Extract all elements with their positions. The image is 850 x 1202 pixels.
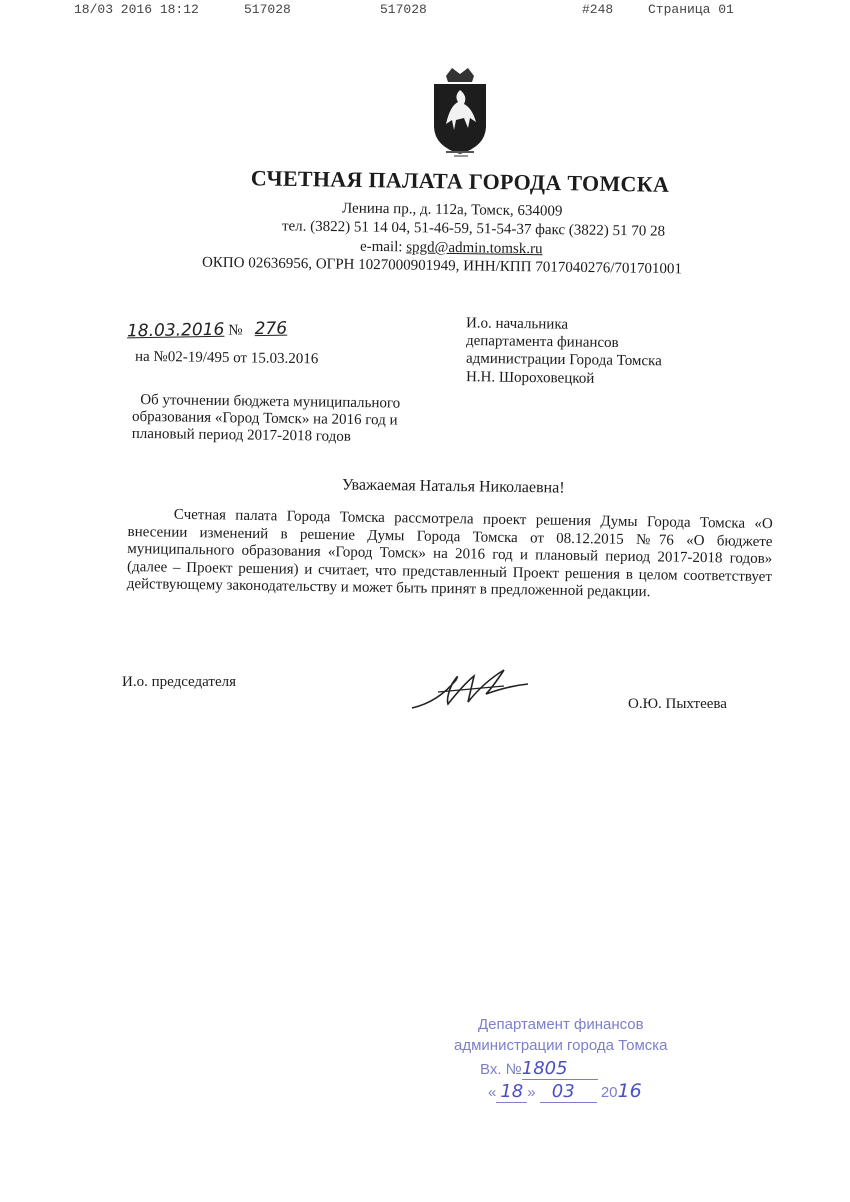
subject-line-2: образования «Город Томск» на 2016 год и — [131, 408, 398, 429]
fax-page-label: Страница 01 — [648, 2, 734, 17]
stamp-year-prefix: 20 — [600, 1084, 618, 1101]
addressee-line-2: департамента финансов — [465, 332, 619, 352]
organization-registry: ОКПО 02636956, ОГРН 1027000901949, ИНН/КПП 7017040276/701701001 — [201, 254, 683, 278]
stamp-line-2: администрации города Томска — [454, 1037, 668, 1054]
outgoing-date: 18.03.2016 — [126, 319, 225, 342]
tomsk-coat-of-arms-icon — [424, 66, 496, 162]
signer-position: И.о. председателя — [122, 674, 237, 690]
letter-body: Счетная палата Города Томска рассмотрела проект решения Думы Города Томска «О внесении изменений в решение Думы Города Томска от 08.12.2015 №76 «О бюджете муниципального образования «Город Томск» на 2016 год и плановый период 2017-2018 годов» (далее – Проект решения) и считает, что представленный Проект решения в целом соответствует действующему законодательству и может быть принят в предложенной редакции. — [126, 506, 773, 601]
stamp-number-label: Вх. № — [480, 1061, 522, 1078]
organization-address: Ленина пр., д. 112а, Томск, 634009 — [341, 200, 563, 220]
outgoing-date-number — [127, 319, 287, 342]
letter-subject — [132, 392, 443, 447]
fax-header — [0, 0, 850, 18]
fax-timestamp: 18/03 2016 18:12 — [74, 2, 199, 17]
stamp-line-1: Департамент финансов — [478, 1016, 644, 1033]
outgoing-reference: на №02-19/495 от 15.03.2016 — [134, 348, 319, 368]
stamp-number: 1805 — [522, 1058, 598, 1080]
organization-phones: тел. (3822) 51 14 04, 51-46-59, 51-54-37 факс (3822) 51 70 28 — [281, 218, 666, 240]
organization-name: СЧЕТНАЯ ПАЛАТА ГОРОДА ТОМСКА — [250, 165, 670, 197]
fax-job-number: #248 — [582, 2, 614, 17]
email-label: e-mail: — [359, 238, 407, 256]
addressee-line-3: администрации Города Томска — [465, 350, 662, 370]
email-link[interactable]: spgd@admin.tomsk.ru — [406, 239, 543, 258]
stamp-year-suffix: 16 — [617, 1080, 642, 1102]
handwritten-signature — [408, 662, 536, 714]
letter-greeting: Уважаемая Наталья Николаевна! — [341, 476, 565, 497]
outgoing-number: 276 — [254, 318, 288, 340]
stamp-month: 03 — [540, 1081, 597, 1103]
organization-email-line — [360, 239, 543, 259]
outgoing-number-label: № — [228, 322, 243, 339]
stamp-date-line: « 18 » 03 2016 — [488, 1080, 642, 1102]
stamp-number-line — [480, 1058, 598, 1079]
subject-line-1: Об уточнении бюджета муниципального — [140, 391, 401, 412]
subject-line-3: плановый период 2017-2018 годов — [131, 425, 351, 445]
signer-name: О.Ю. Пыхтеева — [628, 696, 727, 712]
addressee-line-1: И.о. начальника — [465, 315, 569, 333]
stamp-day: 18 — [496, 1081, 527, 1103]
fax-code-2: 517028 — [380, 2, 427, 17]
addressee-line-4: Н.Н. Шороховецкой — [465, 369, 595, 387]
fax-code-1: 517028 — [244, 2, 291, 17]
